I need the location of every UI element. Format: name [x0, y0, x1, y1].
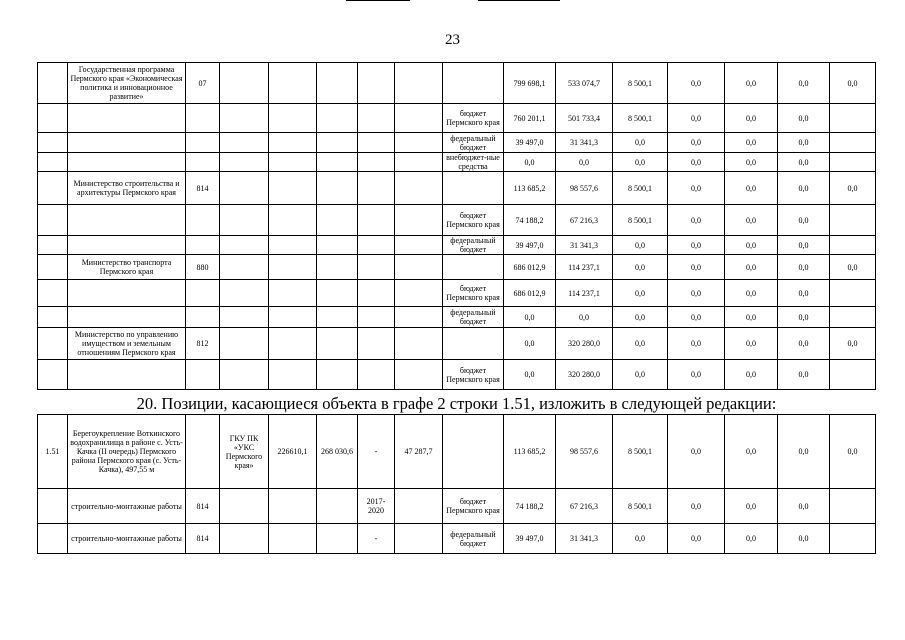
empty-cell	[395, 133, 443, 153]
table-row	[38, 489, 876, 524]
empty-cell	[269, 307, 317, 328]
value-cell: 0,0	[778, 153, 830, 172]
object-name-cell: строительно-монтажные работы	[68, 524, 186, 554]
value-cell: 0,0	[778, 489, 830, 524]
value-cell: 114 237,1	[556, 280, 613, 307]
value-cell: 0,0	[830, 328, 876, 360]
value-cell: 0,0	[668, 255, 725, 280]
value-cell: 0,0	[725, 280, 778, 307]
value-cell: 0,0	[830, 172, 876, 205]
funding-source-cell	[443, 415, 504, 489]
value-cell: 31 341,3	[556, 133, 613, 153]
code-cell: 812	[186, 328, 220, 360]
value-cell	[830, 153, 876, 172]
value-cell: 0,0	[725, 307, 778, 328]
value-cell: 0,0	[725, 63, 778, 104]
empty-cell	[269, 255, 317, 280]
value-cell: 67 216,3	[556, 489, 613, 524]
row-number-cell	[38, 328, 68, 360]
code-cell: 07	[186, 63, 220, 104]
value-cell: 114 237,1	[556, 255, 613, 280]
value-cell: 0,0	[613, 133, 668, 153]
row-number-cell	[38, 205, 68, 236]
row-number-cell: 1.51	[38, 415, 68, 489]
value-cell: 98 557,6	[556, 415, 613, 489]
value-cell: 0,0	[778, 328, 830, 360]
row-number-cell	[38, 153, 68, 172]
empty-cell	[317, 63, 358, 104]
table-row	[38, 524, 876, 554]
empty-cell	[269, 104, 317, 133]
period-cell: -	[358, 415, 395, 489]
value-cell: 0,0	[778, 255, 830, 280]
empty-cell	[317, 153, 358, 172]
value-cell: 67 216,3	[556, 205, 613, 236]
value-cell: 0,0	[778, 236, 830, 255]
object-table	[37, 414, 876, 554]
capacity-cell	[269, 524, 317, 554]
table-row	[38, 236, 876, 255]
row-number-cell	[38, 489, 68, 524]
value-cell: 0,0	[725, 104, 778, 133]
value-cell: 0,0	[668, 172, 725, 205]
empty-cell	[317, 280, 358, 307]
value-cell	[830, 133, 876, 153]
funding-source-cell: федеральный бюджет	[443, 524, 504, 554]
empty-cell	[317, 236, 358, 255]
amount-cell: 47 287,7	[395, 415, 443, 489]
program-name-cell: Министерство строительства и архитектуры Пермского края	[68, 172, 186, 205]
value-cell: 0,0	[504, 153, 556, 172]
empty-cell	[395, 328, 443, 360]
value-cell: 8 500,1	[613, 172, 668, 205]
funding-source-cell: бюджет Пермского края	[443, 104, 504, 133]
value-cell: 0,0	[668, 307, 725, 328]
value-cell: 0,0	[613, 153, 668, 172]
program-name-cell: Министерство транспорта Пермского края	[68, 255, 186, 280]
empty-cell	[358, 172, 395, 205]
value-cell: 0,0	[725, 205, 778, 236]
value-cell: 0,0	[668, 133, 725, 153]
empty-cell	[220, 307, 269, 328]
code-cell	[186, 360, 220, 390]
empty-cell	[269, 328, 317, 360]
empty-cell	[358, 153, 395, 172]
program-name-cell	[68, 236, 186, 255]
funding-source-cell	[443, 172, 504, 205]
value-cell: 0,0	[725, 255, 778, 280]
funding-source-cell: бюджет Пермского края	[443, 360, 504, 390]
row-number-cell	[38, 172, 68, 205]
value-cell: 0,0	[613, 307, 668, 328]
table-row	[38, 205, 876, 236]
empty-cell	[395, 153, 443, 172]
table-row	[38, 63, 876, 104]
empty-cell	[220, 104, 269, 133]
empty-cell	[395, 280, 443, 307]
value-cell: 0,0	[668, 524, 725, 554]
funding-source-cell	[443, 255, 504, 280]
cost-cell	[317, 489, 358, 524]
row-number-cell	[38, 280, 68, 307]
value-cell: 39 497,0	[504, 236, 556, 255]
value-cell	[830, 104, 876, 133]
empty-cell	[269, 133, 317, 153]
empty-cell	[358, 328, 395, 360]
code-cell: 814	[186, 524, 220, 554]
program-name-cell	[68, 205, 186, 236]
program-name-cell	[68, 360, 186, 390]
empty-cell	[395, 172, 443, 205]
funding-source-cell: бюджет Пермского края	[443, 489, 504, 524]
value-cell: 501 733,4	[556, 104, 613, 133]
row-number-cell	[38, 236, 68, 255]
program-name-cell	[68, 153, 186, 172]
amount-cell	[395, 489, 443, 524]
empty-cell	[269, 280, 317, 307]
empty-cell	[220, 133, 269, 153]
empty-cell	[317, 360, 358, 390]
value-cell: 0,0	[613, 360, 668, 390]
empty-cell	[220, 172, 269, 205]
code-cell: 814	[186, 172, 220, 205]
value-cell: 0,0	[668, 205, 725, 236]
empty-cell	[220, 205, 269, 236]
empty-cell	[358, 205, 395, 236]
organization-cell	[220, 489, 269, 524]
amount-cell	[395, 524, 443, 554]
period-cell: 2017-2020	[358, 489, 395, 524]
funding-source-cell: федеральный бюджет	[443, 236, 504, 255]
empty-cell	[317, 133, 358, 153]
value-cell: 0,0	[613, 255, 668, 280]
value-cell	[830, 307, 876, 328]
capacity-cell	[269, 489, 317, 524]
code-cell	[186, 307, 220, 328]
empty-cell	[395, 360, 443, 390]
table-row	[38, 255, 876, 280]
value-cell: 8 500,1	[613, 205, 668, 236]
empty-cell	[358, 133, 395, 153]
table-row	[38, 328, 876, 360]
value-cell: 0,0	[778, 133, 830, 153]
empty-cell	[395, 205, 443, 236]
value-cell: 686 012,9	[504, 255, 556, 280]
empty-cell	[220, 236, 269, 255]
empty-cell	[358, 255, 395, 280]
value-cell: 0,0	[778, 360, 830, 390]
row-number-cell	[38, 63, 68, 104]
value-cell: 39 497,0	[504, 524, 556, 554]
value-cell: 0,0	[778, 524, 830, 554]
cost-cell: 268 030,6	[317, 415, 358, 489]
scan-edge-line	[346, 0, 410, 1]
value-cell: 0,0	[778, 205, 830, 236]
object-name-cell: строительно-монтажные работы	[68, 489, 186, 524]
value-cell: 0,0	[830, 255, 876, 280]
cost-cell	[317, 524, 358, 554]
value-cell: 0,0	[778, 63, 830, 104]
value-cell: 0,0	[778, 415, 830, 489]
value-cell: 31 341,3	[556, 236, 613, 255]
value-cell	[830, 236, 876, 255]
table-row	[38, 415, 876, 489]
code-cell	[186, 280, 220, 307]
value-cell: 0,0	[725, 236, 778, 255]
code-cell: 814	[186, 489, 220, 524]
funding-source-cell: федеральный бюджет	[443, 307, 504, 328]
program-name-cell: Министерство по управлению имуществом и земельным отношениям Пермского края	[68, 328, 186, 360]
value-cell: 760 201,1	[504, 104, 556, 133]
funding-source-cell: бюджет Пермского края	[443, 205, 504, 236]
value-cell: 0,0	[778, 307, 830, 328]
row-number-cell	[38, 104, 68, 133]
table-row	[38, 307, 876, 328]
code-cell: 880	[186, 255, 220, 280]
empty-cell	[358, 307, 395, 328]
value-cell: 686 012,9	[504, 280, 556, 307]
program-name-cell: Государственная программа Пермского края «Экономическая политика и инновационное развитие»	[68, 63, 186, 104]
value-cell: 0,0	[556, 307, 613, 328]
value-cell	[830, 524, 876, 554]
program-name-cell	[68, 280, 186, 307]
empty-cell	[317, 172, 358, 205]
value-cell: 0,0	[725, 489, 778, 524]
organization-cell	[220, 524, 269, 554]
table-row	[38, 360, 876, 390]
value-cell: 0,0	[556, 153, 613, 172]
value-cell: 0,0	[725, 328, 778, 360]
value-cell: 0,0	[778, 172, 830, 205]
table-row	[38, 104, 876, 133]
value-cell: 113 685,2	[504, 172, 556, 205]
value-cell: 74 188,2	[504, 489, 556, 524]
value-cell: 0,0	[725, 172, 778, 205]
table-row	[38, 133, 876, 153]
section-heading: 20. Позиции, касающиеся объекта в графе 2 строки 1.51, изложить в следующей редакции:	[136, 394, 777, 413]
empty-cell	[269, 63, 317, 104]
value-cell: 0,0	[504, 360, 556, 390]
period-cell: -	[358, 524, 395, 554]
value-cell: 0,0	[668, 236, 725, 255]
value-cell: 0,0	[725, 133, 778, 153]
value-cell: 0,0	[613, 524, 668, 554]
value-cell: 0,0	[613, 236, 668, 255]
value-cell: 320 280,0	[556, 328, 613, 360]
empty-cell	[220, 328, 269, 360]
program-name-cell	[68, 133, 186, 153]
object-name-cell: Берегоукрепление Воткинского водохранилища в районе с. Усть-Качка (II очередь) Пермского района Пермского края (с. Усть-Качка), 497,55 м	[68, 415, 186, 489]
empty-cell	[317, 307, 358, 328]
empty-cell	[220, 360, 269, 390]
value-cell	[830, 205, 876, 236]
value-cell: 0,0	[725, 524, 778, 554]
empty-cell	[269, 236, 317, 255]
row-number-cell	[38, 524, 68, 554]
value-cell	[830, 489, 876, 524]
value-cell: 0,0	[725, 153, 778, 172]
value-cell: 0,0	[668, 415, 725, 489]
empty-cell	[220, 280, 269, 307]
value-cell: 0,0	[668, 63, 725, 104]
value-cell: 0,0	[668, 328, 725, 360]
value-cell: 0,0	[725, 415, 778, 489]
empty-cell	[220, 255, 269, 280]
value-cell: 8 500,1	[613, 63, 668, 104]
empty-cell	[358, 280, 395, 307]
empty-cell	[220, 63, 269, 104]
funding-source-cell	[443, 328, 504, 360]
empty-cell	[358, 360, 395, 390]
empty-cell	[395, 104, 443, 133]
code-cell	[186, 236, 220, 255]
value-cell: 0,0	[613, 328, 668, 360]
budget-table	[37, 62, 876, 390]
empty-cell	[269, 153, 317, 172]
value-cell: 320 280,0	[556, 360, 613, 390]
scan-edge-line	[478, 0, 560, 1]
row-number-cell	[38, 360, 68, 390]
value-cell: 113 685,2	[504, 415, 556, 489]
empty-cell	[317, 255, 358, 280]
row-number-cell	[38, 307, 68, 328]
empty-cell	[317, 328, 358, 360]
code-cell	[186, 415, 220, 489]
page-number: 23	[445, 32, 460, 48]
value-cell: 0,0	[830, 415, 876, 489]
value-cell: 0,0	[504, 328, 556, 360]
value-cell	[830, 280, 876, 307]
code-cell	[186, 133, 220, 153]
empty-cell	[269, 205, 317, 236]
row-number-cell	[38, 255, 68, 280]
empty-cell	[358, 236, 395, 255]
value-cell: 0,0	[668, 153, 725, 172]
row-number-cell	[38, 133, 68, 153]
value-cell: 0,0	[613, 280, 668, 307]
empty-cell	[317, 205, 358, 236]
value-cell: 31 341,3	[556, 524, 613, 554]
value-cell: 8 500,1	[613, 415, 668, 489]
value-cell: 8 500,1	[613, 104, 668, 133]
funding-source-cell	[443, 63, 504, 104]
value-cell: 0,0	[668, 104, 725, 133]
value-cell: 0,0	[725, 360, 778, 390]
value-cell: 98 557,6	[556, 172, 613, 205]
value-cell: 39 497,0	[504, 133, 556, 153]
table-row	[38, 153, 876, 172]
table-row	[38, 280, 876, 307]
funding-source-cell: федеральный бюджет	[443, 133, 504, 153]
value-cell: 0,0	[668, 360, 725, 390]
empty-cell	[395, 236, 443, 255]
value-cell: 0,0	[504, 307, 556, 328]
value-cell: 0,0	[830, 63, 876, 104]
code-cell	[186, 153, 220, 172]
empty-cell	[269, 360, 317, 390]
funding-source-cell: внебюджет-ные средства	[443, 153, 504, 172]
value-cell: 0,0	[668, 280, 725, 307]
empty-cell	[358, 63, 395, 104]
empty-cell	[317, 104, 358, 133]
program-name-cell	[68, 104, 186, 133]
capacity-cell: 226610,1	[269, 415, 317, 489]
empty-cell	[220, 153, 269, 172]
empty-cell	[395, 255, 443, 280]
empty-cell	[395, 307, 443, 328]
empty-cell	[395, 63, 443, 104]
value-cell: 799 698,1	[504, 63, 556, 104]
value-cell: 533 074,7	[556, 63, 613, 104]
value-cell: 8 500,1	[613, 489, 668, 524]
value-cell: 74 188,2	[504, 205, 556, 236]
empty-cell	[269, 172, 317, 205]
program-name-cell	[68, 307, 186, 328]
value-cell: 0,0	[778, 280, 830, 307]
table-row	[38, 172, 876, 205]
value-cell: 0,0	[668, 489, 725, 524]
value-cell: 0,0	[778, 104, 830, 133]
code-cell	[186, 205, 220, 236]
empty-cell	[358, 104, 395, 133]
code-cell	[186, 104, 220, 133]
organization-cell: ГКУ ПК «УКС Пермского края»	[220, 415, 269, 489]
value-cell	[830, 360, 876, 390]
funding-source-cell: бюджет Пермского края	[443, 280, 504, 307]
